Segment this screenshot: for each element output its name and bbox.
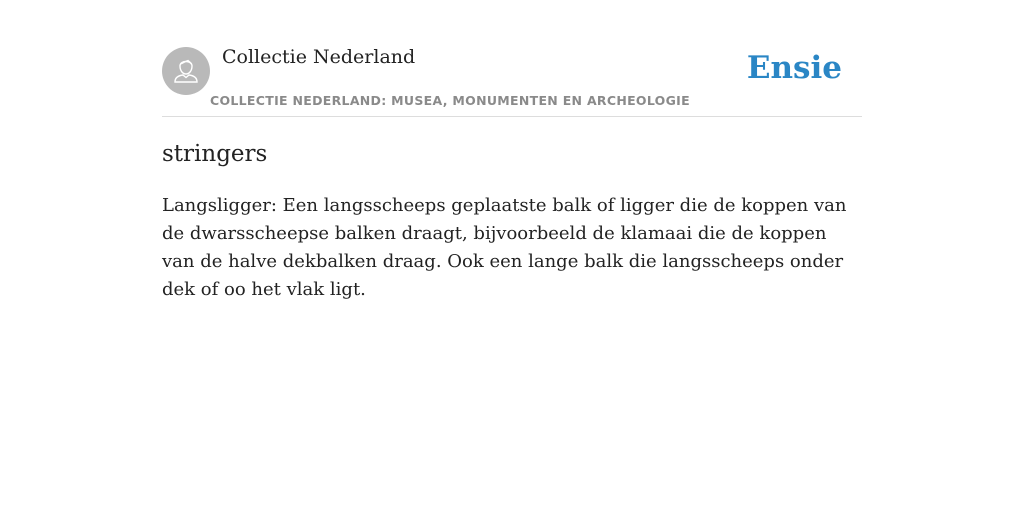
user-icon [171, 54, 201, 89]
author-subtitle[interactable]: COLLECTIE NEDERLAND: MUSEA, MONUMENTEN EN ARCHEOLOGIE [210, 93, 690, 108]
entry-card [162, 40, 862, 304]
definition-text: Langsligger: Een langsscheeps geplaatste balk of ligger die de koppen van de dwarsscheepse balken draagt, bijvoorbeeld de klamaai die de koppen van de halve dekbalken draag. Ook een lange balk die langsscheeps onder dek of oo het vlak ligt. [162, 195, 847, 300]
author-name[interactable]: Collectie Nederland [222, 46, 416, 68]
entry-header [162, 40, 862, 117]
term-title: stringers [162, 141, 268, 167]
ensie-logo-link[interactable]: Ensie [746, 50, 842, 86]
avatar[interactable] [162, 47, 210, 95]
